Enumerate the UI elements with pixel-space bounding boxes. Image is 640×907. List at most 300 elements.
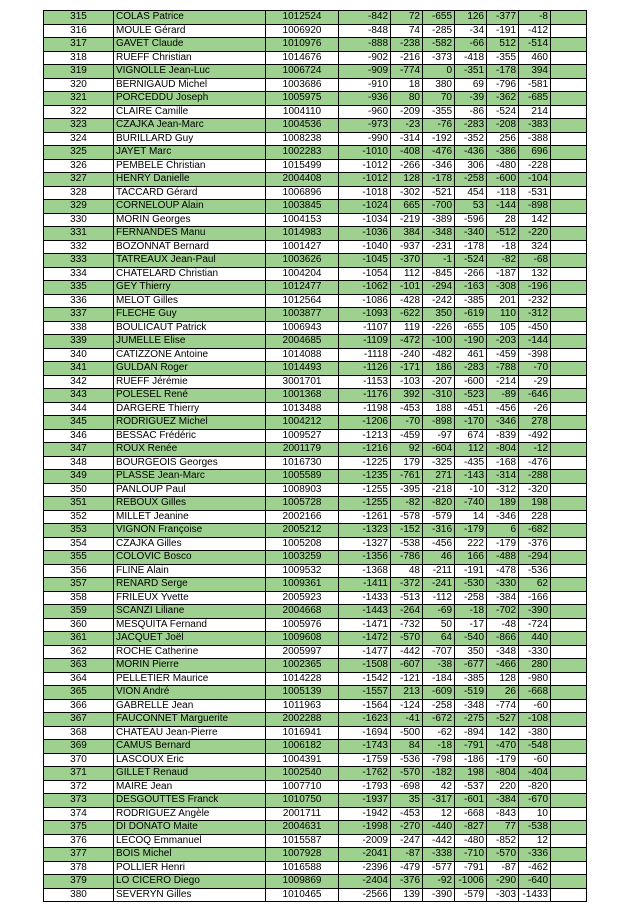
rank-cell: 378	[44, 861, 114, 875]
name-cell: BOZONNAT Bernard	[114, 240, 266, 254]
total-cell: -1012	[339, 173, 391, 187]
total-cell: -909	[339, 65, 391, 79]
id-cell: 3001701	[266, 375, 339, 389]
empty-cell	[551, 200, 587, 214]
value-cell: -87	[391, 848, 423, 862]
empty-cell	[551, 281, 587, 295]
empty-cell	[551, 510, 587, 524]
table-row	[44, 456, 587, 470]
value-cell: -390	[519, 605, 551, 619]
total-cell: -1225	[339, 456, 391, 470]
value-cell: -294	[423, 281, 455, 295]
value-cell: 350	[423, 308, 455, 322]
value-cell: -412	[519, 24, 551, 38]
name-cell: PANLOUP Paul	[114, 483, 266, 497]
name-cell: PEMBELE Christian	[114, 159, 266, 173]
name-cell: SEVERYN Gilles	[114, 888, 266, 902]
value-cell: -355	[423, 105, 455, 119]
id-cell: 1012564	[266, 294, 339, 308]
rank-cell: 351	[44, 497, 114, 511]
value-cell: 74	[391, 24, 423, 38]
name-cell: BOURGEOIS Georges	[114, 456, 266, 470]
value-cell: -39	[455, 92, 487, 106]
table-row	[44, 335, 587, 349]
value-cell: 139	[391, 888, 423, 902]
empty-cell	[551, 794, 587, 808]
value-cell: -804	[487, 767, 519, 781]
table-row	[44, 686, 587, 700]
empty-cell	[551, 537, 587, 551]
table-row	[44, 645, 587, 659]
value-cell: -89	[487, 389, 519, 403]
empty-cell	[551, 146, 587, 160]
id-cell: 2004631	[266, 821, 339, 835]
value-cell: -232	[519, 294, 551, 308]
value-cell: 128	[391, 173, 423, 187]
total-cell: -1093	[339, 308, 391, 322]
table-row	[44, 186, 587, 200]
value-cell: 18	[391, 78, 423, 92]
value-cell: -285	[423, 24, 455, 38]
table-row	[44, 605, 587, 619]
value-cell: -582	[423, 38, 455, 52]
id-cell: 1010976	[266, 38, 339, 52]
value-cell: -186	[455, 753, 487, 767]
name-cell: VIGNOLLE Jean-Luc	[114, 65, 266, 79]
id-cell: 1014983	[266, 227, 339, 241]
value-cell: -320	[519, 483, 551, 497]
id-cell: 1016730	[266, 456, 339, 470]
value-cell: -241	[423, 578, 455, 592]
rank-cell: 329	[44, 200, 114, 214]
rank-cell: 364	[44, 672, 114, 686]
rank-cell: 326	[44, 159, 114, 173]
value-cell: -270	[391, 821, 423, 835]
empty-cell	[551, 659, 587, 673]
value-cell: -786	[391, 551, 423, 565]
ranking-table	[43, 10, 587, 902]
value-cell: -308	[487, 281, 519, 295]
value-cell: -370	[391, 254, 423, 268]
value-cell: -179	[487, 537, 519, 551]
value-cell: -325	[423, 456, 455, 470]
empty-cell	[551, 497, 587, 511]
empty-cell	[551, 848, 587, 862]
value-cell: -211	[423, 564, 455, 578]
total-cell: -1542	[339, 672, 391, 686]
total-cell: -960	[339, 105, 391, 119]
empty-cell	[551, 308, 587, 322]
value-cell: 350	[455, 645, 487, 659]
value-cell: -442	[423, 834, 455, 848]
total-cell: -2041	[339, 848, 391, 862]
name-cell: LECOQ Emmanuel	[114, 834, 266, 848]
value-cell: 142	[487, 726, 519, 740]
table-row	[44, 672, 587, 686]
id-cell: 1003845	[266, 200, 339, 214]
name-cell: CATIZZONE Antoine	[114, 348, 266, 362]
value-cell: -670	[519, 794, 551, 808]
id-cell: 1003686	[266, 78, 339, 92]
rank-cell: 356	[44, 564, 114, 578]
empty-cell	[551, 186, 587, 200]
value-cell: -390	[423, 888, 455, 902]
id-cell: 2002288	[266, 713, 339, 727]
rank-cell: 358	[44, 591, 114, 605]
value-cell: 380	[423, 78, 455, 92]
value-cell: -82	[391, 497, 423, 511]
table-row	[44, 821, 587, 835]
value-cell: -191	[487, 24, 519, 38]
table-row	[44, 807, 587, 821]
empty-cell	[551, 362, 587, 376]
table-row	[44, 200, 587, 214]
value-cell: -226	[423, 321, 455, 335]
value-cell: -578	[391, 510, 423, 524]
name-cell: POLLIER Henri	[114, 861, 266, 875]
id-cell: 1005589	[266, 470, 339, 484]
name-cell: BESSAC Frédéric	[114, 429, 266, 443]
value-cell: -190	[455, 335, 487, 349]
value-cell: -398	[519, 348, 551, 362]
value-cell: -540	[455, 632, 487, 646]
name-cell: MORIN Pierre	[114, 659, 266, 673]
total-cell: -1508	[339, 659, 391, 673]
name-cell: DARGERE Thierry	[114, 402, 266, 416]
id-cell: 2005212	[266, 524, 339, 538]
value-cell: 665	[391, 200, 423, 214]
value-cell: -388	[519, 132, 551, 146]
value-cell: -761	[391, 470, 423, 484]
rank-cell: 317	[44, 38, 114, 52]
value-cell: -600	[455, 375, 487, 389]
total-cell: -1040	[339, 240, 391, 254]
value-cell: -104	[519, 173, 551, 187]
value-cell: 280	[519, 659, 551, 673]
total-cell: -1759	[339, 753, 391, 767]
value-cell: -531	[519, 186, 551, 200]
value-cell: -384	[487, 794, 519, 808]
table-row	[44, 443, 587, 457]
value-cell: -530	[455, 578, 487, 592]
empty-cell	[551, 740, 587, 754]
empty-cell	[551, 888, 587, 902]
empty-cell	[551, 483, 587, 497]
empty-cell	[551, 672, 587, 686]
rank-cell: 342	[44, 375, 114, 389]
value-cell: -29	[519, 375, 551, 389]
value-cell: -182	[423, 767, 455, 781]
total-cell: -1107	[339, 321, 391, 335]
id-cell: 1006724	[266, 65, 339, 79]
table-row	[44, 726, 587, 740]
table-row	[44, 159, 587, 173]
total-cell: -842	[339, 11, 391, 25]
value-cell: -348	[423, 227, 455, 241]
value-cell: -384	[487, 591, 519, 605]
table-row	[44, 416, 587, 430]
name-cell: PLASSE Jean-Marc	[114, 470, 266, 484]
total-cell: -1356	[339, 551, 391, 565]
id-cell: 1009361	[266, 578, 339, 592]
empty-cell	[551, 402, 587, 416]
value-cell: -317	[423, 794, 455, 808]
empty-cell	[551, 24, 587, 38]
value-cell: 26	[487, 686, 519, 700]
rank-cell: 334	[44, 267, 114, 281]
value-cell: -1	[423, 254, 455, 268]
total-cell: -1261	[339, 510, 391, 524]
total-cell: -1036	[339, 227, 391, 241]
value-cell: -228	[519, 159, 551, 173]
id-cell: 1003877	[266, 308, 339, 322]
empty-cell	[551, 807, 587, 821]
name-cell: REBOUX Gilles	[114, 497, 266, 511]
value-cell: -866	[487, 632, 519, 646]
rank-cell: 338	[44, 321, 114, 335]
value-cell: -724	[519, 618, 551, 632]
table-row	[44, 281, 587, 295]
value-cell: -18	[487, 240, 519, 254]
rank-cell: 359	[44, 605, 114, 619]
empty-cell	[551, 699, 587, 713]
value-cell: -170	[455, 416, 487, 430]
value-cell: -208	[487, 119, 519, 133]
id-cell: 1004110	[266, 105, 339, 119]
rank-cell: 321	[44, 92, 114, 106]
table-row	[44, 861, 587, 875]
table-row	[44, 11, 587, 25]
value-cell: -513	[391, 591, 423, 605]
value-cell: 228	[519, 510, 551, 524]
value-cell: 42	[423, 780, 455, 794]
rank-cell: 319	[44, 65, 114, 79]
value-cell: 28	[487, 213, 519, 227]
value-cell: -288	[519, 470, 551, 484]
name-cell: LO CICERO Diego	[114, 875, 266, 889]
table-row	[44, 105, 587, 119]
value-cell: 92	[391, 443, 423, 457]
value-cell: -179	[455, 524, 487, 538]
table-row	[44, 510, 587, 524]
value-cell: -536	[519, 564, 551, 578]
value-cell: -92	[423, 875, 455, 889]
total-cell: -1323	[339, 524, 391, 538]
value-cell: -685	[519, 92, 551, 106]
value-cell: -707	[423, 645, 455, 659]
empty-cell	[551, 713, 587, 727]
value-cell: -492	[519, 429, 551, 443]
rank-cell: 377	[44, 848, 114, 862]
name-cell: VIGNON Françoise	[114, 524, 266, 538]
rank-cell: 344	[44, 402, 114, 416]
name-cell: JUMELLE Elise	[114, 335, 266, 349]
value-cell: 53	[455, 200, 487, 214]
table-row	[44, 213, 587, 227]
name-cell: MORIN Georges	[114, 213, 266, 227]
value-cell: -376	[519, 537, 551, 551]
name-cell: RODRIGUEZ Michel	[114, 416, 266, 430]
id-cell: 1002365	[266, 659, 339, 673]
value-cell: -488	[487, 551, 519, 565]
value-cell: -184	[423, 672, 455, 686]
rank-cell: 361	[44, 632, 114, 646]
value-cell: 10	[519, 807, 551, 821]
table-row	[44, 659, 587, 673]
value-cell: -66	[455, 38, 487, 52]
id-cell: 1007710	[266, 780, 339, 794]
value-cell: -355	[487, 51, 519, 65]
name-cell: FERNANDES Manu	[114, 227, 266, 241]
empty-cell	[551, 254, 587, 268]
value-cell: -218	[423, 483, 455, 497]
value-cell: -459	[487, 348, 519, 362]
value-cell: -418	[455, 51, 487, 65]
value-cell: -351	[455, 65, 487, 79]
value-cell: -178	[487, 65, 519, 79]
table-row	[44, 65, 587, 79]
rank-cell: 371	[44, 767, 114, 781]
rank-cell: 355	[44, 551, 114, 565]
value-cell: -338	[423, 848, 455, 862]
value-cell: -702	[487, 605, 519, 619]
name-cell: SCANZI Liliane	[114, 605, 266, 619]
value-cell: -604	[423, 443, 455, 457]
id-cell: 1003259	[266, 551, 339, 565]
name-cell: GAVET Claude	[114, 38, 266, 52]
value-cell: 48	[391, 564, 423, 578]
value-cell: -70	[391, 416, 423, 430]
table-row	[44, 294, 587, 308]
empty-cell	[551, 227, 587, 241]
value-cell: 105	[487, 321, 519, 335]
value-cell: -171	[391, 362, 423, 376]
id-cell: 1007928	[266, 848, 339, 862]
empty-cell	[551, 65, 587, 79]
name-cell: GULDAN Roger	[114, 362, 266, 376]
id-cell: 2005923	[266, 591, 339, 605]
id-cell: 1003626	[266, 254, 339, 268]
value-cell: -196	[519, 281, 551, 295]
value-cell: -462	[519, 861, 551, 875]
value-cell: -646	[519, 389, 551, 403]
value-cell: -698	[391, 780, 423, 794]
total-cell: -1623	[339, 713, 391, 727]
value-cell: -179	[487, 753, 519, 767]
value-cell: -219	[391, 213, 423, 227]
value-cell: -524	[455, 254, 487, 268]
value-cell: -579	[423, 510, 455, 524]
rank-cell: 343	[44, 389, 114, 403]
table-row	[44, 254, 587, 268]
table-row	[44, 308, 587, 322]
value-cell: -577	[423, 861, 455, 875]
value-cell: 198	[519, 497, 551, 511]
value-cell: -82	[487, 254, 519, 268]
rank-cell: 322	[44, 105, 114, 119]
value-cell: -60	[519, 699, 551, 713]
value-cell: 12	[519, 834, 551, 848]
value-cell: -383	[519, 119, 551, 133]
empty-cell	[551, 416, 587, 430]
empty-cell	[551, 686, 587, 700]
value-cell: -774	[391, 65, 423, 79]
value-cell: 110	[487, 308, 519, 322]
value-cell: -386	[487, 146, 519, 160]
value-cell: 189	[487, 497, 519, 511]
value-cell: -456	[487, 402, 519, 416]
id-cell: 1006920	[266, 24, 339, 38]
table-row	[44, 92, 587, 106]
table-row	[44, 146, 587, 160]
value-cell: -238	[391, 38, 423, 52]
value-cell: 214	[519, 105, 551, 119]
id-cell: 1008238	[266, 132, 339, 146]
rank-cell: 372	[44, 780, 114, 794]
value-cell: -312	[487, 483, 519, 497]
rank-cell: 365	[44, 686, 114, 700]
rank-cell: 341	[44, 362, 114, 376]
value-cell: 461	[455, 348, 487, 362]
value-cell: 119	[391, 321, 423, 335]
value-cell: -76	[423, 119, 455, 133]
name-cell: JACQUET Joël	[114, 632, 266, 646]
name-cell: MOULE Gérard	[114, 24, 266, 38]
value-cell: 186	[423, 362, 455, 376]
total-cell: -1024	[339, 200, 391, 214]
value-cell: -774	[487, 699, 519, 713]
table-row	[44, 767, 587, 781]
rank-cell: 379	[44, 875, 114, 889]
value-cell: -894	[455, 726, 487, 740]
value-cell: -442	[391, 645, 423, 659]
empty-cell	[551, 335, 587, 349]
value-cell: -980	[519, 672, 551, 686]
empty-cell	[551, 861, 587, 875]
table-row	[44, 267, 587, 281]
empty-cell	[551, 726, 587, 740]
value-cell: -655	[423, 11, 455, 25]
value-cell: -527	[487, 713, 519, 727]
value-cell: -8	[519, 11, 551, 25]
value-cell: -69	[423, 605, 455, 619]
rank-cell: 353	[44, 524, 114, 538]
value-cell: -479	[391, 861, 423, 875]
value-cell: 84	[391, 740, 423, 754]
value-cell: -500	[391, 726, 423, 740]
value-cell: -346	[487, 416, 519, 430]
table-row	[44, 632, 587, 646]
value-cell: -258	[455, 591, 487, 605]
total-cell: -1118	[339, 348, 391, 362]
name-cell: GEY Thierry	[114, 281, 266, 295]
total-cell: -2566	[339, 888, 391, 902]
value-cell: -97	[423, 429, 455, 443]
empty-cell	[551, 618, 587, 632]
value-cell: -385	[455, 672, 487, 686]
name-cell: TACCARD Gérard	[114, 186, 266, 200]
value-cell: -121	[391, 672, 423, 686]
id-cell: 2001711	[266, 807, 339, 821]
id-cell: 1011963	[266, 699, 339, 713]
rank-cell: 350	[44, 483, 114, 497]
value-cell: -266	[391, 159, 423, 173]
total-cell: -2009	[339, 834, 391, 848]
value-cell: -536	[391, 753, 423, 767]
id-cell: 2002166	[266, 510, 339, 524]
value-cell: -108	[519, 713, 551, 727]
id-cell: 1004204	[266, 267, 339, 281]
